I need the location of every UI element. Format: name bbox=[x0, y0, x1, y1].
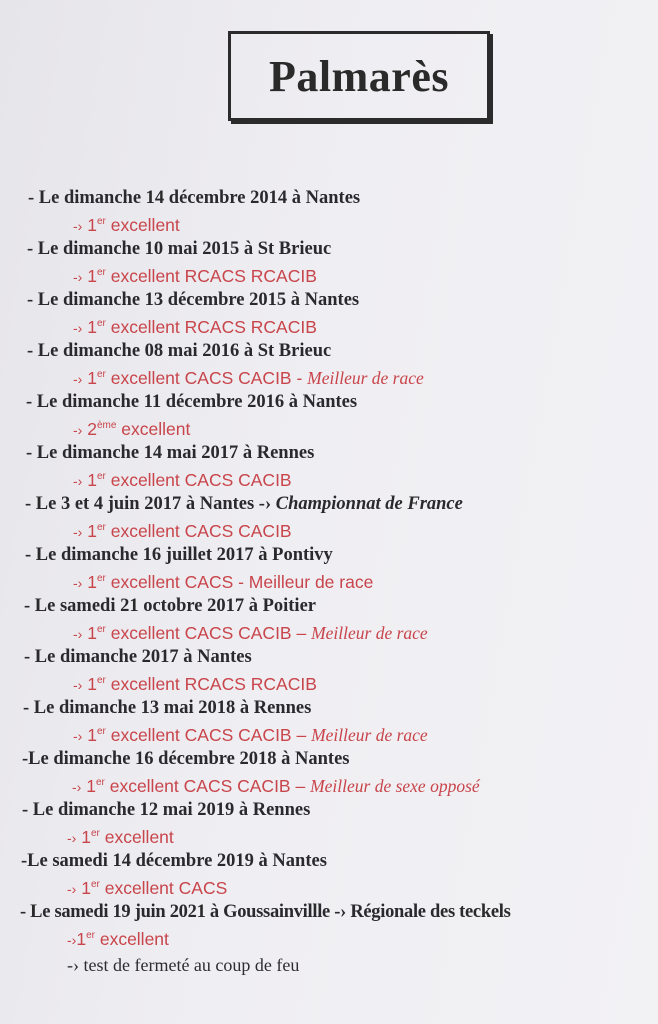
event-line: - Le dimanche 13 mai 2018 à Rennes bbox=[23, 698, 312, 718]
note-line: -› test de fermeté au coup de feu bbox=[67, 955, 300, 975]
event-line: - Le samedi 19 juin 2021 à Goussainvillle -› Régionale des teckels bbox=[20, 902, 511, 922]
event-line: - Le dimanche 12 mai 2019 à Rennes bbox=[22, 800, 311, 820]
event-line: - Le dimanche 14 décembre 2014 à Nantes bbox=[28, 188, 361, 208]
event-line: - Le dimanche 10 mai 2015 à St Brieuc bbox=[27, 239, 332, 259]
event-line: - Le dimanche 13 décembre 2015 à Nantes bbox=[27, 290, 360, 310]
result-line: -› 1er excellent CACS CACIB – Meilleur de race bbox=[73, 725, 428, 745]
event-line: -Le samedi 14 décembre 2019 à Nantes bbox=[21, 851, 327, 871]
result-line: -› 1er excellent RCACS RCACIB bbox=[73, 317, 317, 337]
result-line: -› 2ème excellent bbox=[73, 419, 191, 439]
event-line: - Le samedi 21 octobre 2017 à Poitier bbox=[24, 596, 316, 616]
event-line: - Le 3 et 4 juin 2017 à Nantes -› Championnat de France bbox=[25, 494, 463, 514]
event-line: -Le dimanche 16 décembre 2018 à Nantes bbox=[22, 749, 350, 769]
result-line: -› 1er excellent RCACS RCACIB bbox=[73, 674, 317, 694]
result-line: -› 1er excellent CACS CACIB – Meilleur de sexe opposé bbox=[72, 776, 480, 796]
result-line: -› 1er excellent bbox=[73, 215, 180, 235]
result-line: -›1er excellent bbox=[67, 929, 169, 949]
result-line: -› 1er excellent CACS CACIB - Meilleur de race bbox=[73, 368, 424, 388]
event-line: - Le dimanche 2017 à Nantes bbox=[24, 647, 252, 667]
result-line: -› 1er excellent CACS CACIB – Meilleur de race bbox=[73, 623, 428, 643]
event-line: - Le dimanche 08 mai 2016 à St Brieuc bbox=[27, 341, 332, 361]
event-line: - Le dimanche 11 décembre 2016 à Nantes bbox=[26, 392, 358, 412]
result-line: -› 1er excellent bbox=[67, 827, 174, 847]
result-line: -› 1er excellent CACS CACIB bbox=[73, 521, 292, 541]
event-line: - Le dimanche 14 mai 2017 à Rennes bbox=[26, 443, 315, 463]
result-line: -› 1er excellent RCACS RCACIB bbox=[73, 266, 317, 286]
result-line: -› 1er excellent CACS CACIB bbox=[73, 470, 292, 490]
event-line: - Le dimanche 16 juillet 2017 à Pontivy bbox=[25, 545, 333, 565]
result-line: -› 1er excellent CACS bbox=[67, 878, 228, 898]
result-line: -› 1er excellent CACS - Meilleur de race bbox=[73, 572, 374, 592]
page-title: Palmarès bbox=[269, 51, 449, 101]
